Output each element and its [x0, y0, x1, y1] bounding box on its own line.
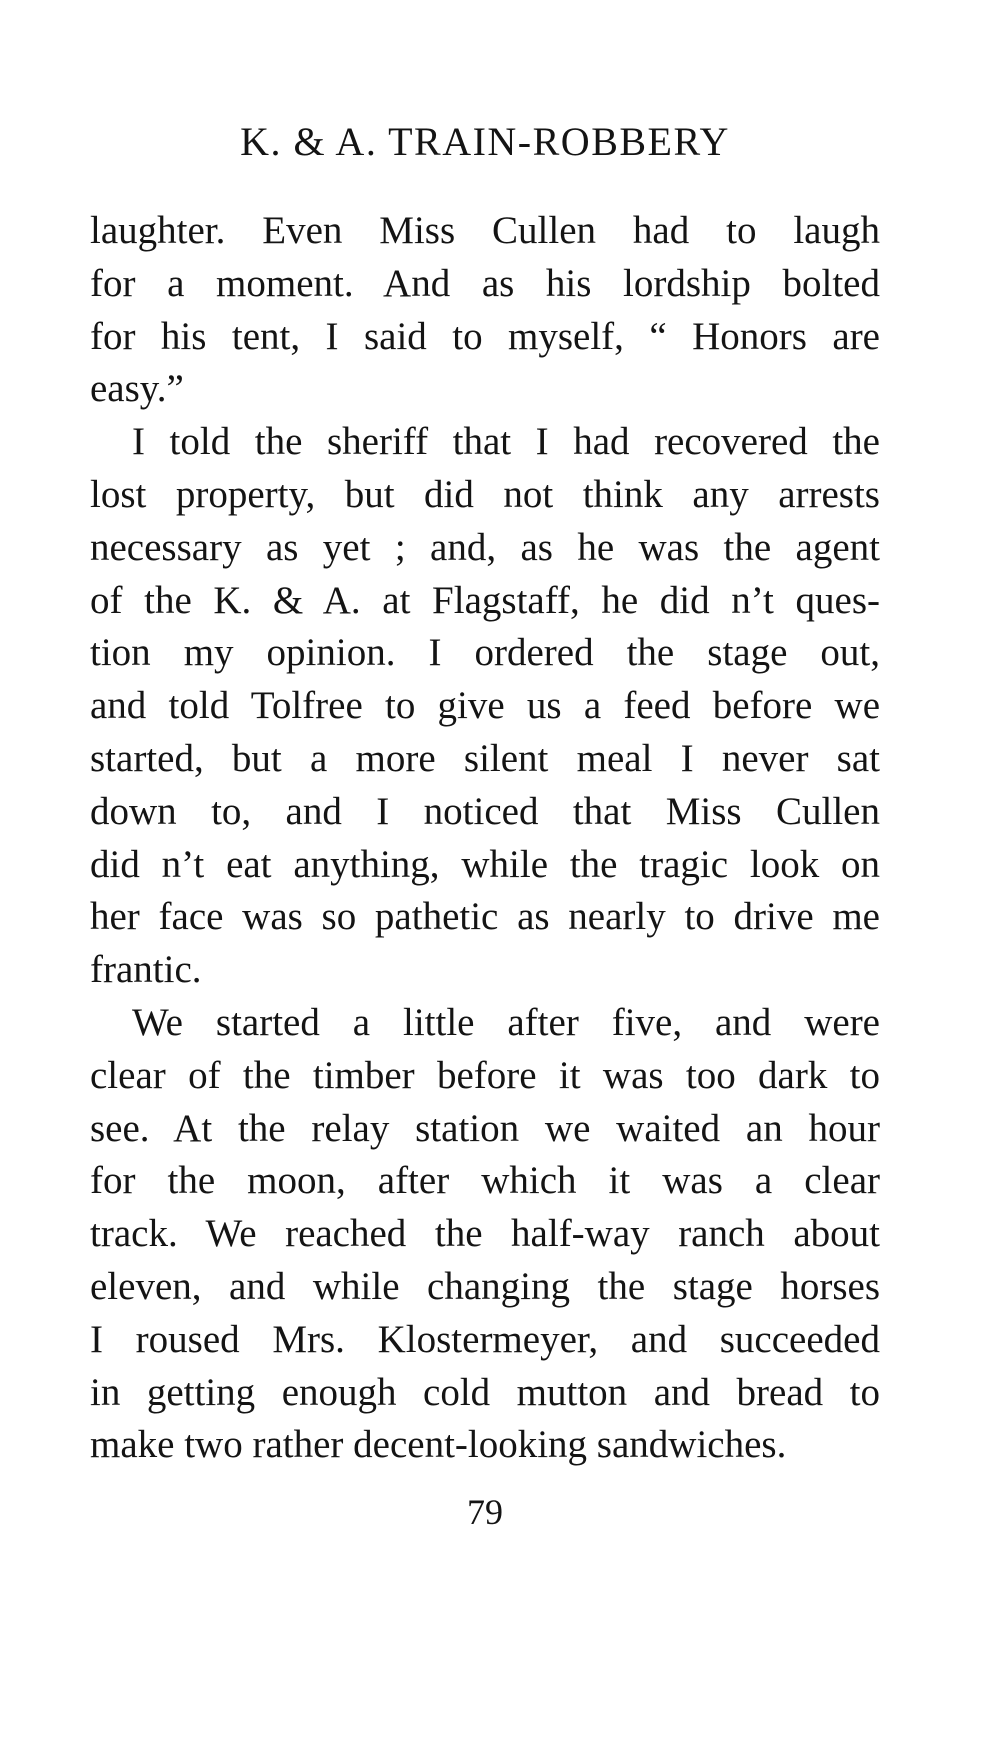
text-line: see. At the relay station we waited an hour	[90, 1106, 880, 1150]
text-line: laughter. Even Miss Cullen had to laugh	[90, 209, 880, 252]
page-number: 79	[467, 1492, 503, 1532]
paragraph-3	[90, 997, 880, 1472]
text-line: in getting enough cold mutton and bread to	[90, 1370, 880, 1414]
text-line: track. We reached the half-way ranch about	[90, 1212, 880, 1256]
text-line: frantic.	[90, 948, 202, 992]
paragraph-2	[90, 416, 880, 997]
text-line: for a moment. And as his lordship bolted	[90, 261, 880, 305]
text-line: We started a little after five, and were	[132, 1000, 880, 1044]
text-line: did n’t eat anything, while the tragic look on	[90, 842, 880, 886]
text-line: down to, and I noticed that Miss Cullen	[90, 789, 880, 833]
text-line: and told Tolfree to give us a feed before we	[90, 684, 880, 728]
text-line: I roused Mrs. Klostermeyer, and succeeded	[90, 1317, 880, 1361]
text-line: necessary as yet ; and, as he was the agent	[90, 525, 880, 569]
text-line: her face was so pathetic as nearly to drive me	[90, 895, 880, 939]
text-line: lost property, but did not think any arrests	[90, 472, 880, 516]
text-line: clear of the timber before it was too dark to	[90, 1053, 880, 1097]
text-line: eleven, and while changing the stage horses	[90, 1264, 880, 1308]
text-line: of the K. & A. at Flagstaff, he did n’t ques-	[90, 578, 880, 622]
text-line: easy.”	[90, 367, 184, 411]
running-head: K. & A. TRAIN-ROBBERY	[240, 119, 730, 164]
text-line: started, but a more silent meal I never sat	[90, 736, 880, 780]
text-line: I told the sheriff that I had recovered the	[132, 420, 880, 464]
text-line: make two rather decent-looking sandwiches.	[90, 1423, 787, 1467]
body-text	[90, 205, 880, 1472]
paragraph-1	[90, 205, 880, 416]
text-line: for his tent, I said to myself, “ Honors are	[90, 314, 880, 358]
text-line: for the moon, after which it was a clear	[90, 1159, 880, 1203]
text-line: tion my opinion. I ordered the stage out,	[90, 631, 880, 675]
